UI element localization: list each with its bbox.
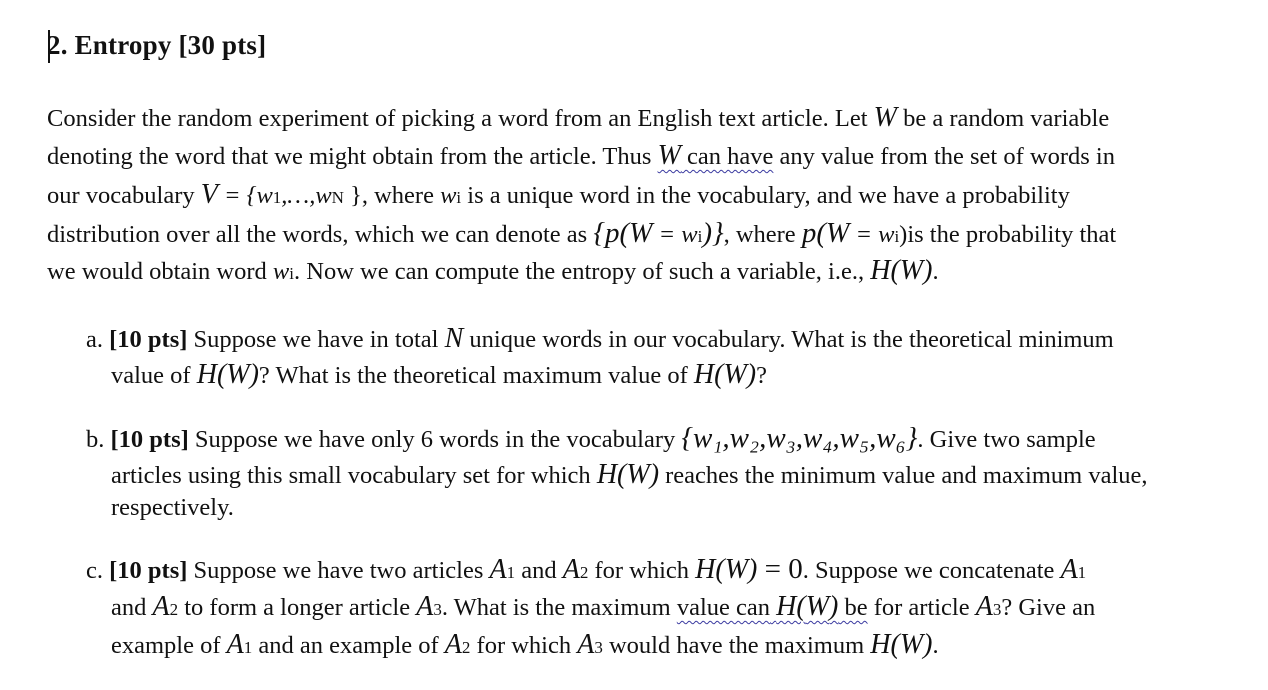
var-W: W (629, 218, 653, 249)
item-c-line-2 (111, 592, 1095, 625)
item-text: for article (867, 594, 976, 621)
var-W: W (226, 359, 250, 390)
var-A: A (416, 591, 434, 622)
intro-line-1 (47, 103, 1109, 134)
item-text: reaches the minimum value and maximum value, (659, 462, 1148, 489)
var-A: A (444, 629, 462, 660)
item-text: articles using this small vocabulary set for which (111, 462, 597, 489)
var-N: N (444, 323, 464, 354)
item-text: would have the maximum (602, 632, 871, 659)
intro-line-3 (47, 180, 1070, 213)
entropy-H: H( (196, 359, 227, 390)
subscript: 3 (594, 638, 603, 657)
math-text: = w (849, 221, 895, 248)
item-a-label: a. (86, 326, 103, 353)
item-text: respectively. (111, 494, 234, 521)
item-b-line-3 (111, 493, 234, 523)
math-text: ) (746, 359, 757, 390)
math-text: = w (652, 221, 698, 248)
item-a-line-2 (111, 360, 767, 391)
math-text: ) (649, 459, 660, 490)
item-c-points: [10 pts] (109, 557, 188, 584)
item-c-label: c. (86, 557, 103, 584)
item-text: Suppose we have in total (187, 326, 445, 353)
spellcheck-underline (657, 140, 774, 171)
item-text: ? What is the theoretical maximum value of (258, 362, 694, 389)
intro-text: our vocabulary (47, 182, 201, 209)
var-W: W (657, 140, 681, 171)
item-text: and (515, 557, 563, 584)
item-text: ? Give an (1001, 594, 1096, 621)
item-b-label: b. (86, 426, 105, 453)
item-text: and an example of (252, 632, 445, 659)
var-A: A (226, 629, 244, 660)
item-text: Suppose we have only 6 words in the vocabulary (188, 426, 682, 453)
intro-text: . (932, 258, 939, 285)
intro-text: )is the probability that (899, 221, 1117, 248)
entropy-H: H( (695, 554, 725, 585)
entropy-H: H( (693, 359, 724, 390)
item-a-points: [10 pts] (109, 326, 188, 353)
subscript: i (456, 188, 462, 207)
var-A: A (562, 554, 580, 585)
var-A: A (975, 591, 993, 622)
item-c-line-3 (111, 630, 939, 663)
item-text: ? (756, 362, 767, 389)
item-text: . Give two sample (917, 426, 1096, 453)
var-A: A (489, 554, 507, 585)
subscript: N (331, 188, 344, 207)
var-W: W (825, 218, 850, 249)
subscript: 1 (272, 188, 282, 207)
var-W: W (805, 591, 830, 622)
intro-text: Consider the random experiment of picking a word from an English text article. Let (47, 105, 874, 132)
subscript: 3 (433, 600, 442, 619)
var-W: W (899, 629, 924, 660)
subscript: 1 (243, 638, 253, 657)
subscript: 1 (506, 563, 516, 582)
item-b-points: [10 pts] (110, 426, 189, 453)
math-text: ) (923, 629, 933, 660)
item-text: . What is the maximum (441, 594, 677, 621)
var-W: W (626, 459, 650, 490)
var-w: w (272, 258, 290, 285)
entropy-H: H( (596, 459, 627, 490)
intro-text: . Now we can compute the entropy of such a variable, i.e., (294, 258, 871, 285)
var-A: A (152, 591, 170, 622)
var-A: A (577, 629, 595, 660)
entropy-H: H( (776, 591, 806, 622)
section-heading: 2. Entropy [30 pts] (47, 30, 267, 60)
intro-line-2 (47, 141, 1115, 172)
math-text: {p( (593, 217, 630, 249)
item-b-line-1 (86, 423, 1096, 455)
math-text: p( (801, 217, 826, 249)
math-text: ) (748, 554, 758, 585)
intro-text: , where (723, 221, 802, 248)
subscript: 2 (169, 600, 179, 619)
intro-text: we would obtain word (47, 258, 273, 285)
vocabulary-set: {w₁,w₂,w₃,w₄,w₅,w₆} (681, 422, 918, 454)
item-text: Suppose we have two articles (187, 557, 490, 584)
subscript: 2 (579, 563, 589, 582)
item-text: value can (676, 594, 771, 621)
var-W: W (723, 359, 747, 390)
item-text: unique words in our vocabulary. What is the theoretical minimum (463, 326, 1114, 353)
subscript: 1 (1077, 563, 1087, 582)
math-text: )} (702, 217, 724, 249)
intro-text: any value from the set of words in (773, 143, 1115, 170)
intro-line-5 (47, 256, 939, 289)
item-text: example of (111, 632, 227, 659)
var-w: w (440, 182, 457, 209)
var-W: W (873, 102, 897, 133)
math-text: = {w (217, 182, 273, 209)
item-text: . (932, 632, 939, 659)
intro-text: can have (680, 143, 774, 170)
subscript: i (894, 227, 900, 246)
intro-text: is a unique word in the vocabulary, and we have a probability (461, 182, 1070, 209)
entropy-H: H( (870, 629, 900, 660)
intro-text: distribution over all the words, which we can denote as (47, 221, 594, 248)
spellcheck-underline (676, 591, 868, 622)
intro-line-4 (47, 218, 1116, 252)
item-text: and (111, 594, 153, 621)
subscript: i (697, 227, 703, 246)
intro-text: }, where (343, 182, 441, 209)
var-W: W (899, 255, 924, 286)
item-a-line-1 (86, 324, 1114, 355)
math-text: ) (249, 359, 259, 390)
item-text: to form a longer article (178, 594, 417, 621)
subscript: i (289, 264, 294, 283)
var-W: W (724, 554, 749, 585)
item-c-line-1 (86, 554, 1086, 588)
var-V: V (200, 179, 218, 210)
intro-text: be a random variable (896, 105, 1110, 132)
math-text: ,…,w (281, 182, 332, 209)
subscript: 2 (461, 638, 471, 657)
item-text: . Suppose we concatenate (802, 557, 1061, 584)
subscript: 3 (992, 600, 1002, 619)
var-A: A (1060, 554, 1078, 585)
item-text: for which (470, 632, 578, 659)
math-text: = 0 (757, 553, 803, 585)
entropy-H: H( (870, 255, 900, 286)
intro-text: denoting the word that we might obtain from the article. Thus (47, 143, 658, 170)
math-text: ) (923, 255, 933, 286)
math-text: ) (829, 591, 839, 622)
item-text: be (838, 594, 868, 621)
item-text: value of (111, 362, 197, 389)
item-text: for which (588, 557, 696, 584)
item-b-line-2 (111, 460, 1148, 491)
